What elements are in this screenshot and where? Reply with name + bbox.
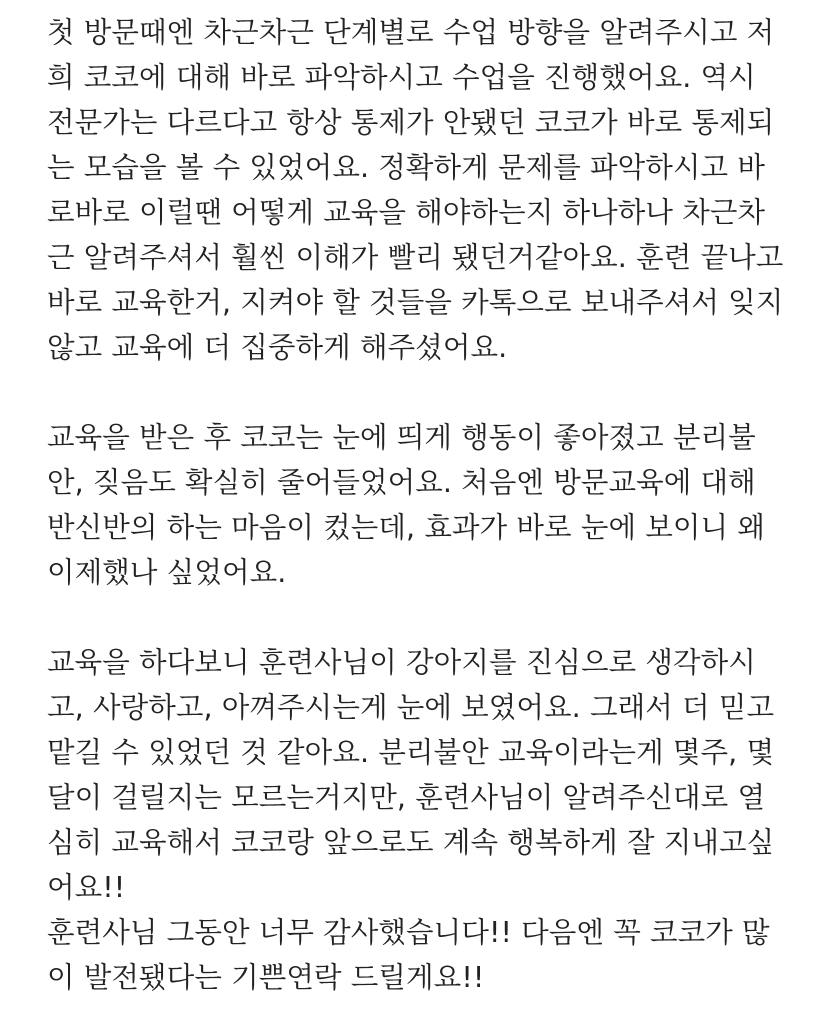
text-line: 고, 사랑하고, 아껴주시는게 눈에 보였어요. 그래서 더 믿고 [47,691,775,724]
text-line: 전문가는 다르다고 항상 통제가 안됐던 코코가 바로 통제되 [47,106,775,139]
review-text [47,10,817,1000]
text-line: 반신반의 하는 마음이 컸는데, 효과가 바로 눈에 보이니 왜 [47,511,765,544]
text-line: 교육을 받은 후 코코는 눈에 띄게 행동이 좋아졌고 분리불 [47,421,756,454]
paragraph-spacer [47,595,817,640]
text-line: 교육을 하다보니 훈련사님이 강아지를 진심으로 생각하시 [47,646,756,679]
text-line: 이제했나 싶었어요. [47,556,287,589]
text-line: 는 모습을 볼 수 있었어요. 정확하게 문제를 파악하시고 바 [47,151,765,184]
text-line: 첫 방문때엔 차근차근 단계별로 수업 방향을 알려주시고 저 [47,16,775,49]
text-line: 맡길 수 있었던 것 같아요. 분리불안 교육이라는게 몇주, 몇 [47,736,775,769]
text-line: 심히 교육해서 코코랑 앞으로도 계속 행복하게 잘 지내고싶 [47,826,775,859]
paragraph-thanks [47,640,817,1000]
text-line: 어요!! [47,871,126,904]
paragraph-after-training [47,415,817,595]
text-line: 안, 짖음도 확실히 줄어들었어요. 처음엔 방문교육에 대해 [47,466,756,499]
text-line: 로바로 이럴땐 어떻게 교육을 해야하는지 하나하나 차근차 [47,196,766,229]
text-line: 훈련사님 그동안 너무 감사했습니다!! 다음엔 꼭 코코가 많 [47,916,770,949]
text-line: 근 알려주셔서 훨씬 이해가 빨리 됐던거같아요. 훈련 끝나고 [47,241,784,274]
text-line: 않고 교육에 더 집중하게 해주셨어요. [47,331,508,364]
text-line: 바로 교육한거, 지켜야 할 것들을 카톡으로 보내주셔서 잊지 [47,286,784,319]
text-line: 달이 걸릴지는 모르는거지만, 훈련사님이 알려주신대로 열 [47,781,766,814]
paragraph-spacer [47,370,817,415]
text-line: 희 코코에 대해 바로 파악하시고 수업을 진행했어요. 역시 [47,61,756,94]
text-line: 이 발전됐다는 기쁜연락 드릴게요!! [47,961,485,994]
paragraph-first-visit [47,10,817,370]
